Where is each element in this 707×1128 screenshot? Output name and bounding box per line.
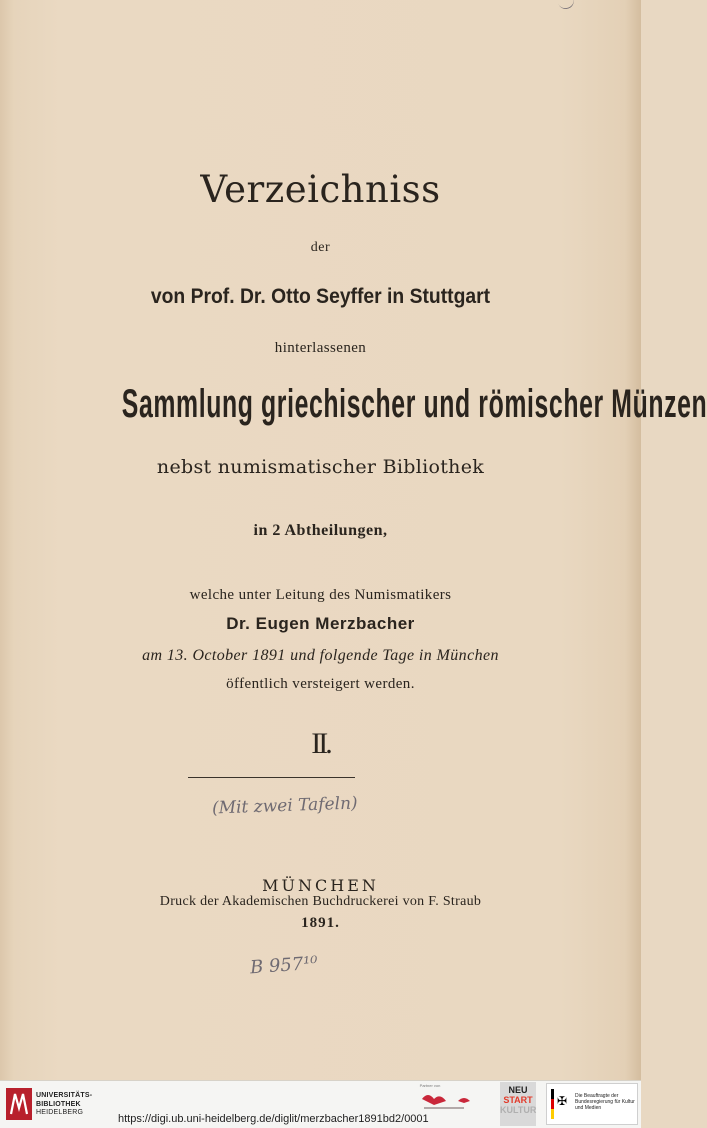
pencil-mark (556, 0, 576, 11)
university-library-logo-icon (6, 1088, 32, 1120)
bkm-logo (546, 1083, 638, 1125)
library-name-line1: UNIVERSITÄTS- (36, 1092, 93, 1099)
bkm-text: Die Beauftragte der Bundesregierung für Kultur und Medien (575, 1093, 635, 1111)
partner-label: Partner von (419, 1083, 441, 1088)
neustart-line3: KULTUR (500, 1105, 537, 1115)
library-name-line2: BIBLIOTHEK (36, 1100, 81, 1108)
library-line: nebst numismatischer Bibliothek (156, 456, 485, 478)
auctioneer-name: Dr. Eugen Merzbacher (226, 614, 415, 633)
direction-line: welche unter Leitung des Numismatikers (189, 587, 452, 603)
university-library-name (36, 1092, 92, 1118)
partner-birds-icon (414, 1089, 494, 1113)
auction-date-line: am 13. October 1891 und folgende Tage in München (142, 647, 499, 664)
imprint-year: 1891. (301, 915, 340, 931)
auction-note-line: öffentlich versteigert werden. (226, 676, 415, 692)
handwritten-plates-note: (Mit zwei Tafeln) (211, 793, 358, 819)
collector-line: von Prof. Dr. Otto Seyffer in Stuttgart (150, 285, 491, 308)
imprint-printer: Druck der Akademischen Buchdruckerei von F. Straub (159, 894, 482, 909)
document-title: Verzeichniss (200, 168, 441, 211)
viewer-footer (0, 1080, 641, 1128)
german-flag-bars (551, 1089, 554, 1119)
title-connector: der (310, 240, 331, 255)
library-name-line3: HEIDELBERG (36, 1109, 84, 1116)
neustart-line1: NEU (508, 1085, 528, 1095)
federal-eagle-icon: ✠ (557, 1094, 568, 1108)
handwritten-shelfmark: B 957¹⁰ (249, 952, 319, 979)
neustart-kultur-logo (500, 1082, 536, 1126)
imprint-city: MÜNCHEN (262, 876, 379, 895)
hinterlassenen-line: hinterlassenen (274, 340, 367, 356)
parts-line: in 2 Abtheilungen, (253, 522, 388, 539)
volume-mark: II. (311, 727, 330, 760)
divider-rule (188, 777, 355, 778)
collection-title: Sammlung griechischer und römischer Münzen (121, 382, 707, 426)
permalink-url[interactable]: https://digi.ub.uni-heidelberg.de/diglit/merzbacher1891bd2/0001 (118, 1113, 429, 1125)
partner-logos (410, 1083, 496, 1111)
neustart-line2: START (503, 1095, 533, 1105)
